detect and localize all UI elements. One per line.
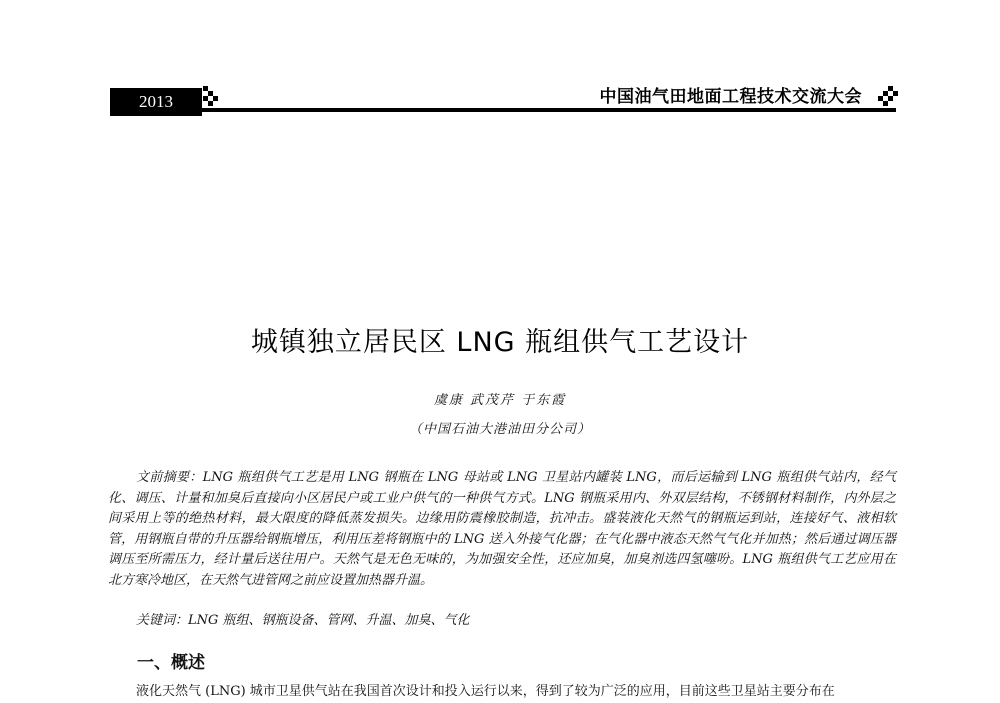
- abstract: [108, 468, 896, 591]
- paper-authors: 虞康 武茂芹 于东霞: [433, 393, 567, 408]
- keywords-text: LNG 瓶组、钢瓶设备、管网、升温、加臭、气化: [188, 613, 470, 628]
- header-rule: [110, 108, 896, 112]
- keywords-label: 关键词：: [136, 613, 189, 628]
- header-year: 2013: [110, 88, 202, 116]
- paper-affiliation: （中国石油大港油田分公司）: [408, 422, 591, 437]
- conference-name: 中国油气田地面工程技术交流大会: [599, 87, 862, 107]
- body-paragraph: 液化天然气 (LNG) 城市卫星供气站在我国首次设计和投入运行以来，得到了较为广泛的应用，目前这些卫星站主要分布在: [136, 684, 835, 699]
- section-heading: 一、概述: [137, 653, 205, 673]
- paper-title: 城镇独立居民区 LNG 瓶组供气工艺设计: [250, 327, 750, 358]
- running-header: [110, 86, 896, 118]
- keywords: [136, 609, 470, 628]
- abstract-label: 文前摘要：: [136, 470, 203, 485]
- abstract-text: LNG 瓶组供气工艺是用 LNG 钢瓶在 LNG 母站或 LNG 卫星站内罐装 LNG，而后运输到 LNG 瓶组供气站内，经气化、调压、计量和加臭后直接向小区居民户或工业户供气的一种供气方式。LNG 钢瓶采用内、外双层结构，不锈钢材料制作，内外层之间采用上等的绝热材料，最大限度的降低蒸发损失。边缘用防震橡胶制造，抗冲击。盛装液化天然气的钢瓶运到站，连接好气、液相软管，用钢瓶自带的升压器给钢瓶增压，利用压差将钢瓶中的 LNG 送入外接气化器；在气化器中液态天然气气化并加热；然后通过调压器调压至所需压力，经计量后送往用户。天然气是无色无味的，为加强安全性，还应加臭，加臭剂选四氢噻吩。LNG 瓶组供气工艺应用在北方寒冷地区，在天然气进管网之前应设置加热器升温。: [108, 470, 896, 588]
